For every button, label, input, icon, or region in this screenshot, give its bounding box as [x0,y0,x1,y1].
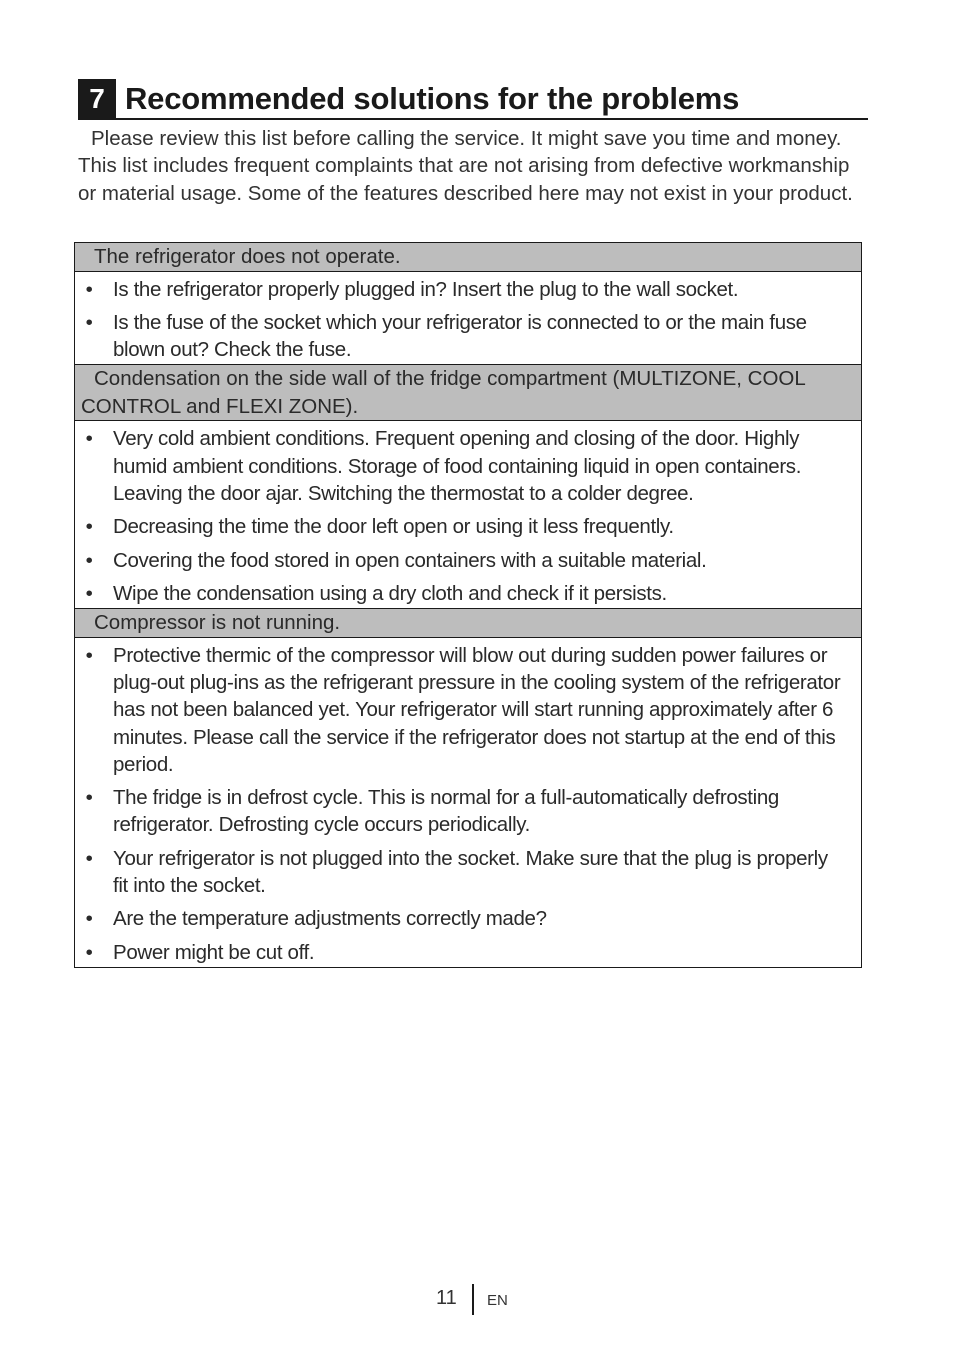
solution-text: Wipe the condensation using a dry cloth and check if it persists. [113,581,667,605]
page-footer [0,1284,954,1316]
troubleshooting-table [74,242,862,968]
list-item [75,845,861,900]
list-item [75,905,861,932]
bullet-icon: • [85,515,93,539]
bullet-icon: • [85,427,93,451]
solution-text: Your refrigerator is not plugged into the socket. Make sure that the plug is properly fit into the socket. [113,846,828,898]
page-title: Recommended solutions for the problems [125,81,740,116]
solution-list [75,638,861,967]
list-item [75,425,861,507]
bullet-icon: • [85,907,93,931]
problem-title: Compressor is not running. [75,608,861,638]
list-item [75,939,861,966]
list-item [75,513,861,540]
bullet-icon: • [85,548,93,572]
bullet-icon: • [85,940,93,964]
bullet-icon: • [85,643,93,667]
page-number: 11 [436,1287,457,1309]
solution-text: Protective thermic of the compressor will blow out during sudden power failures or plug-out plug-ins as the refrigerant pressure in the cooling system of the refrigerator has not been balanced yet. Your refrigerator will start running approximately after 6 minutes. Please call the service if the refrigerator does not startup at the end of this period. [113,643,841,776]
solution-text: The fridge is in defrost cycle. This is normal for a full-automatically defrosting refrigerator. Defrosting cycle occurs periodically. [113,786,779,837]
solution-text: Very cold ambient conditions. Frequent opening and closing of the door. Highly humid ambient conditions. Storage of food containing liquid in open containers. Leaving the door ajar. Switching the thermostat to a colder degree. [113,427,802,505]
bullet-icon: • [85,277,93,301]
list-item [75,309,861,364]
bullet-icon: • [85,310,93,334]
list-item [75,580,861,607]
list-item [75,547,861,574]
solution-text: Are the temperature adjustments correctly made? [113,907,547,931]
solution-list [75,421,861,608]
section-number: 7 [78,79,116,118]
solution-text: Decreasing the time the door left open or using it less frequently. [113,515,674,539]
solution-list [75,272,861,365]
list-item [75,642,861,778]
solution-text: Is the refrigerator properly plugged in? Insert the plug to the wall socket. [113,277,739,301]
bullet-icon: • [85,581,93,605]
list-item [75,276,861,303]
bullet-icon: • [85,846,93,870]
bullet-icon: • [85,786,93,810]
solution-text: Power might be cut off. [113,940,315,964]
problem-title: Condensation on the side wall of the fridge compartment (MULTIZONE, COOL CONTROL and FLEXI ZONE). [75,364,861,421]
section-heading [78,79,868,120]
list-item [75,784,861,839]
solution-text: Covering the food stored in open containers with a suitable material. [113,548,707,572]
footer-divider [472,1284,474,1315]
solution-text: Is the fuse of the socket which your refrigerator is connected to or the main fuse blown out? Check the fuse. [113,310,807,362]
problem-title: The refrigerator does not operate. [75,243,861,272]
language-code: EN [487,1292,508,1309]
intro-paragraph: Please review this list before calling the service. It might save you time and money. This list includes frequent complaints that are not arising from defective workmanship or material usage. Some of the features described here may not exist in your product. [78,127,853,205]
